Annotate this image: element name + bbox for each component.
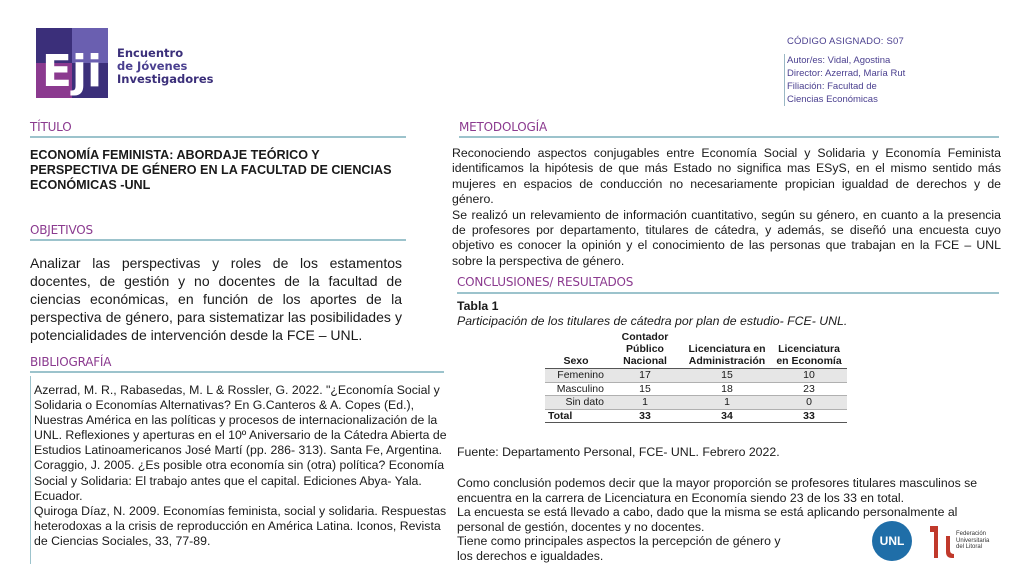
results-table [545,330,847,423]
table-row [545,369,847,383]
metodologia-paragraph: Se realizó un relevamiento de información cuantitativo, según su género, en cuanto a la presencia de profesores por departamento, titulares de cátedra, y además, se diseñó una encuesta cuyo objetivo es conocer la opinión y el conocimiento de las personas que trabajan en la FCE – UNL sobre la perspectiva de género. [452,207,1001,268]
unl-logo: UNL [872,521,912,561]
table-cell: 15 [607,382,683,396]
metodologia-text [452,146,1001,269]
logo-wordmark [117,47,214,86]
conclusion-paragraph: los derechos e igualdades. [457,548,604,563]
objetivos-text: Analizar las perspectivas y roles de los estamentos docentes, de gestión y no docentes de la facultad de ciencias económicas, en función de los aportes de la perspectiva de género, para sistematizar las posibilidades y potencialidades de intervención desde la FCE – UNL. [30,255,402,343]
table-caption: Participación de los titulares de cátedra por plan de estudio- FCE- UNL. [457,314,848,328]
table-cell: 23 [771,382,847,396]
table-cell: 33 [771,409,847,423]
table-row [545,396,847,410]
column-header: Contador Público Nacional [607,330,683,369]
divider-bibliografia [30,371,444,373]
metodologia-paragraph: Reconociendo aspectos conjugables entre Economía Social y Solidaria y Economía Feminista identificamos la hipótesis de que más Estado no significa mas ESyS, en el mismo sentido más mujeres en espacios de conducción no necesariamente propician igualdad de derechos y de género. [452,146,1001,207]
table-header-row [545,330,847,369]
logo-line-1: Encuentro [117,46,184,60]
heading-conclusiones: CONCLUSIONES/ RESULTADOS [457,275,634,289]
table-cell: Sin dato [545,396,607,410]
table-cell: Masculino [545,382,607,396]
table-total-row [545,409,847,423]
column-header: Licenciatura en Economía [771,330,847,369]
bibliografia-entry: Azerrad, M. R., Rabasedas, M. L & Rossler, G. 2022. "¿Economía Social y Solidaria o Economías Alternativas? En G.Canteros & A. Copes (Ed.), Nuestras América en las políticas y procesos de internacionalización de la UNL. Reflexiones y aperturas en el 10º Aniversario de la Cátedra Abierta de Estudios Latinoamericanos José Martí (pp. 286- 313). Santa Fe, Argentina. [34,383,447,458]
affiliation-line-2: Ciencias Económicas [787,94,878,105]
logo-line-3: Investigadores [117,72,214,86]
table-source: Fuente: Departamento Personal, FCE- UNL. Febrero 2022. [457,445,780,459]
table-cell: 0 [771,396,847,410]
federacion-text: Federación Universitaria del Litoral [956,531,990,550]
eji-logo-mark [36,28,108,98]
column-header: Sexo [545,330,607,369]
table-cell: 18 [683,382,771,396]
heading-objetivos: OBJETIVOS [30,223,93,237]
table-label: Tabla 1 [457,299,499,313]
table-cell: 1 [683,396,771,410]
bibliografia-entry: Coraggio, J. 2005. ¿Es posible otra economía sin (otra) política? Economía Social y Solidaria: El trabajo antes que el capital. Ediciones Abya- Yala. Ecuador. [34,458,445,503]
divider-titulo [30,136,406,138]
divider-objetivos [30,239,406,241]
table-cell: 10 [771,369,847,383]
table-cell: Total [545,409,607,423]
conclusion-paragraph: Como conclusión podemos decir que la mayor proporción se profesores titulares masculinos se encuentra en la carrera de Licenciatura en Economía siendo 23 de los 33 en total. [457,476,978,505]
conclusion-paragraph: Tiene como principales aspectos la percepción de género y [457,534,781,549]
logo-line-2: de Jóvenes [117,59,188,73]
heading-bibliografia: BIBLIOGRAFÍA [30,355,112,369]
assigned-code: CÓDIGO ASIGNADO: S07 [787,36,904,47]
divider-metodologia [459,136,999,138]
logo-mark-text: Eji [41,46,103,97]
table-cell: 33 [607,409,683,423]
table-cell: Femenino [545,369,607,383]
divider-conclusiones [457,292,999,294]
table-cell: 17 [607,369,683,383]
director-line: Director: Azerrad, María Rut [787,68,906,79]
conclusion-paragraph: La encuesta se está llevado a cabo, dado que la misma se está aplicando personalmente al personal de gestión, docentes y no docentes. [457,505,958,534]
bibliografia-list [34,383,450,549]
author-info [784,54,965,106]
table-row [545,382,847,396]
bibliografia-entry: Quiroga Díaz, N. 2009. Economías feminista, social y solidaria. Respuestas heterodoxas a la crisis de reproducción en América Latina. Iconos, Revista de Ciencias Sociales, 33, 77-89. [34,503,447,548]
column-header: Licenciatura en Administración [683,330,771,369]
author-line: Autor/es: Vidal, Agostina [787,55,891,66]
heading-metodologia: METODOLOGÍA [459,120,547,134]
affiliation-line-1: Filiación: Facultad de [787,81,877,92]
heading-titulo: TÍTULO [30,120,72,134]
poster-title: ECONOMÍA FEMINISTA: ABORDAJE TEÓRICO Y PERSPECTIVA DE GÉNERO EN LA FACULTAD DE CIENCIAS ECONÓMICAS -UNL [30,148,392,192]
table-cell: 1 [607,396,683,410]
table-cell: 34 [683,409,771,423]
table-cell: 15 [683,369,771,383]
